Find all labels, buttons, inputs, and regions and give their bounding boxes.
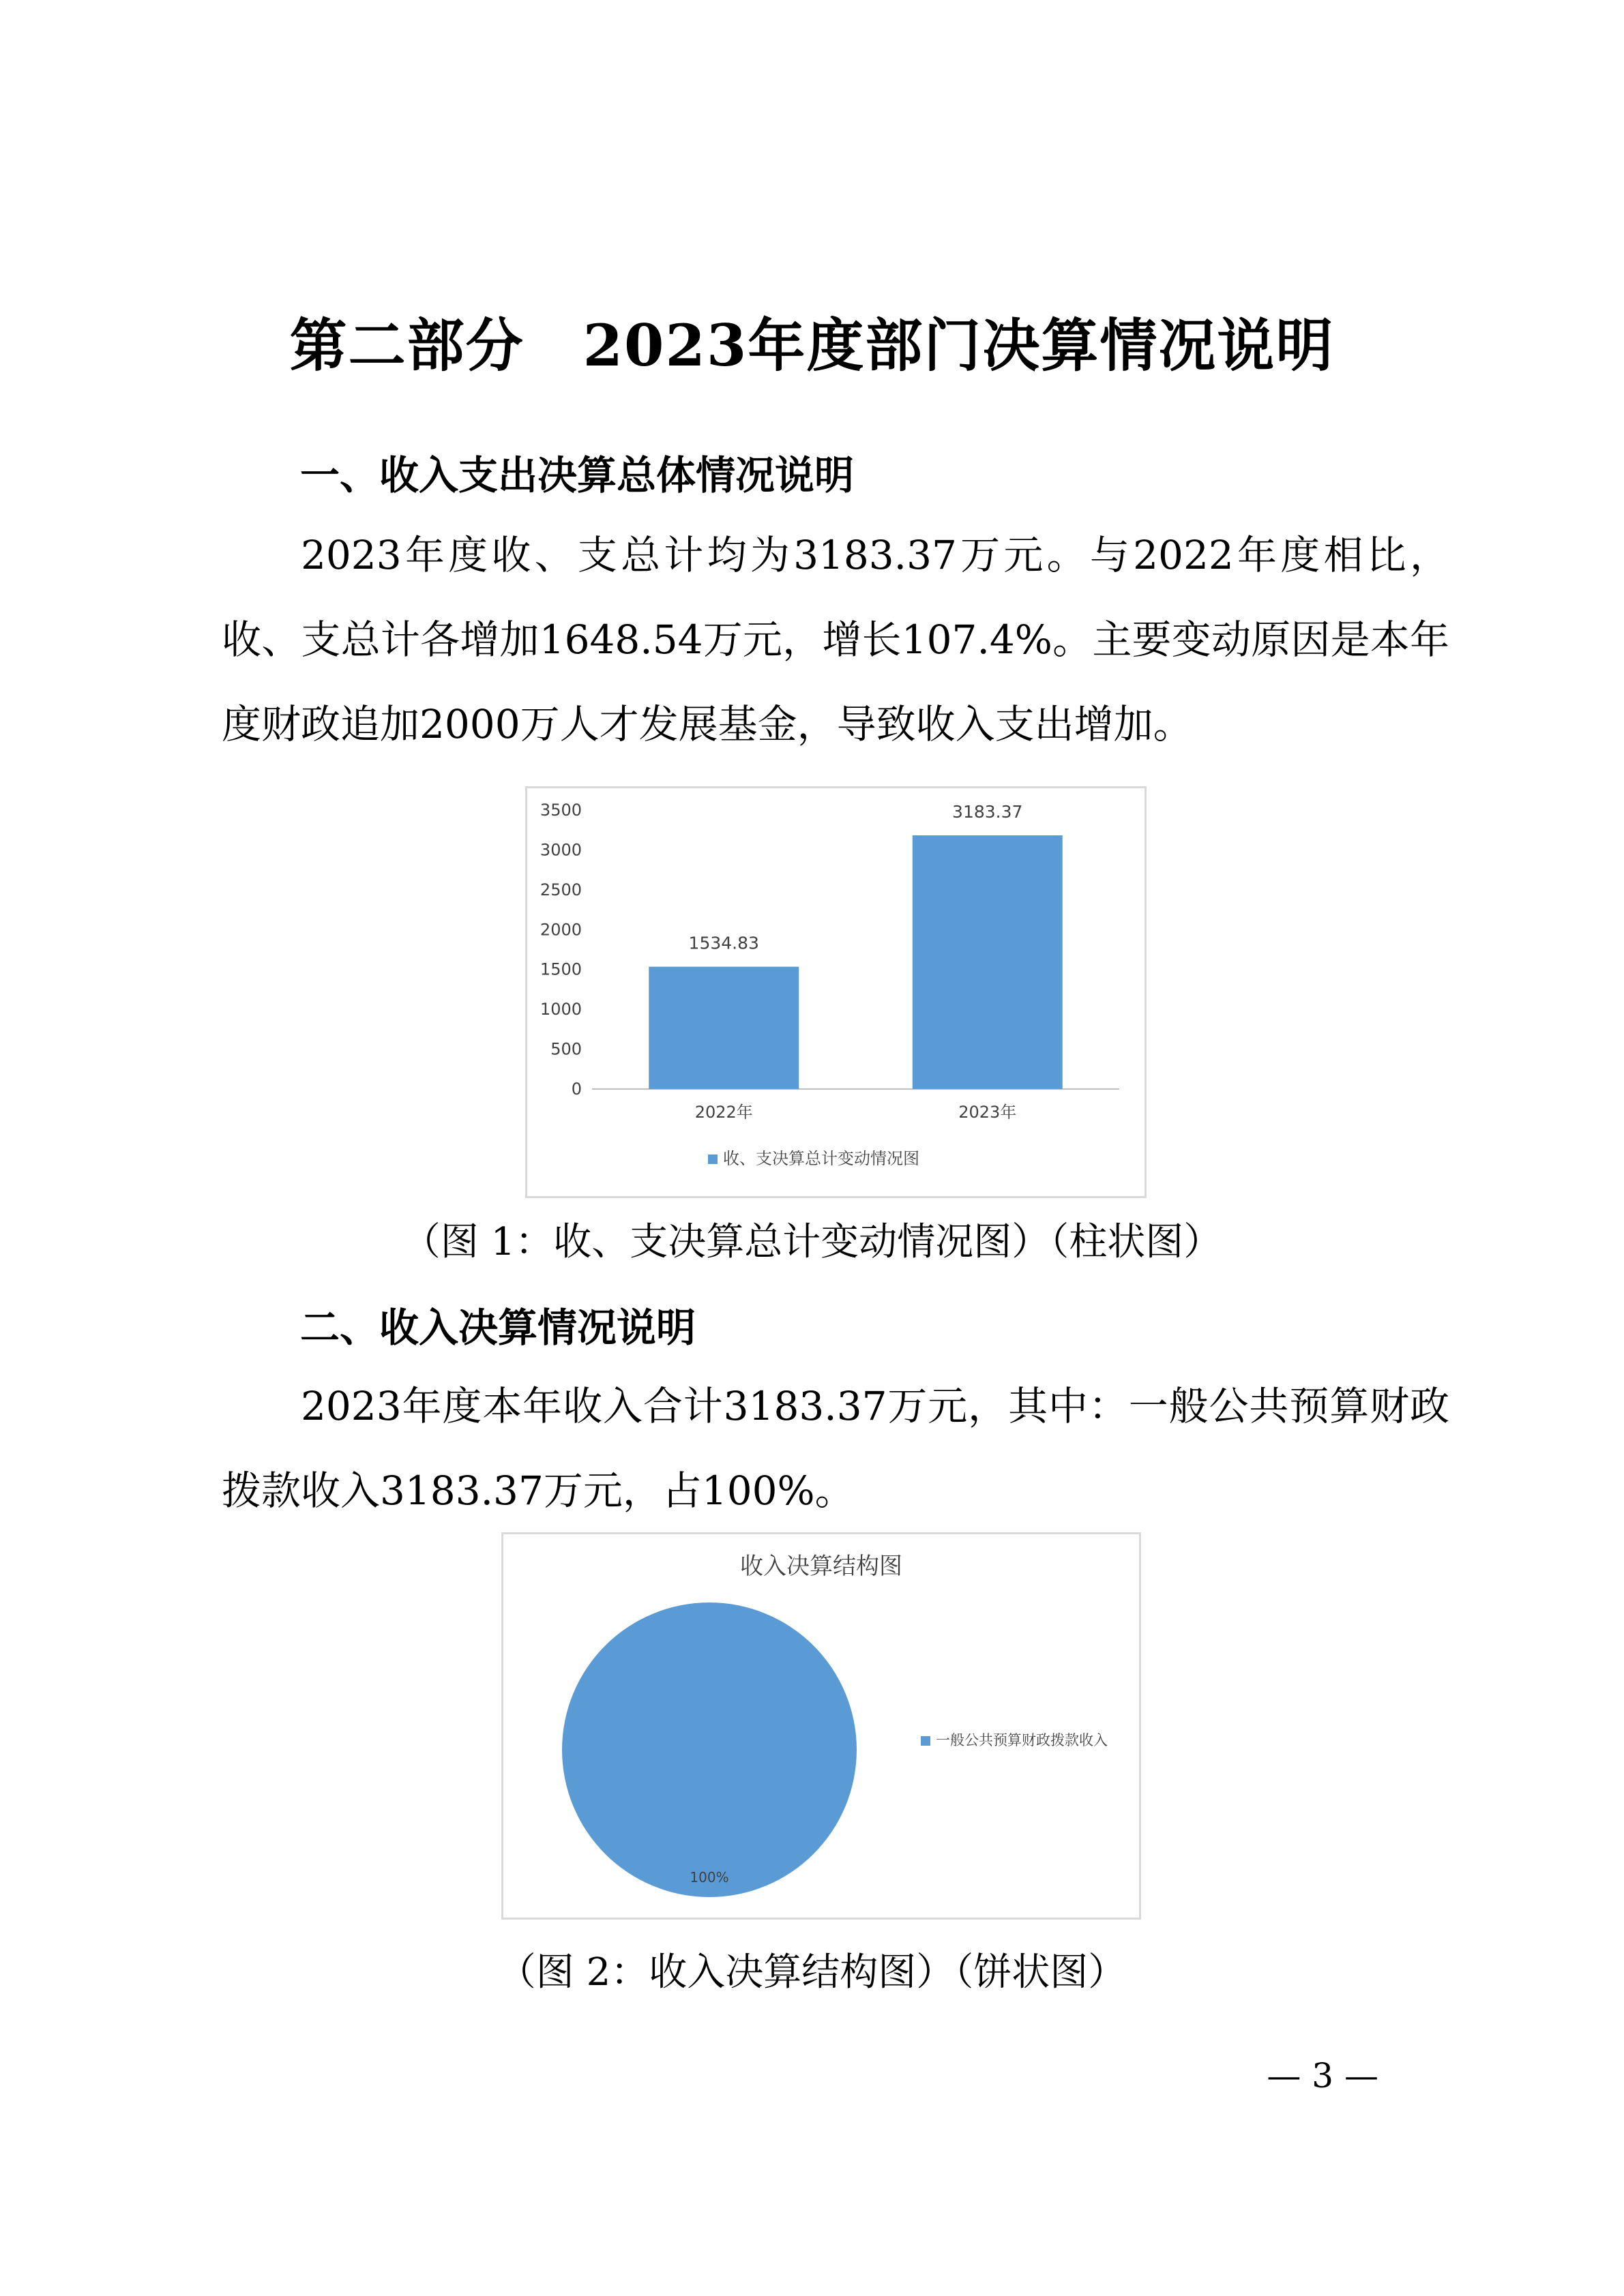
figure-caption-1: （图 1：收、支决算总计变动情况图）（柱状图） bbox=[402, 1220, 1222, 1264]
chart-title: 收入决算结构图 bbox=[740, 1553, 902, 1580]
slice-label: 100% bbox=[690, 1869, 729, 1885]
bar-chart-svg bbox=[527, 788, 1145, 1196]
section-paragraph-2: 2023年度本年收入合计3183.37万元，其中：一般公共预算财政拨款收入3183.37万元，占100%。 bbox=[222, 1383, 1449, 1514]
legend-swatch bbox=[708, 1154, 718, 1164]
legend-label: 收、支决算总计变动情况图 bbox=[723, 1149, 919, 1168]
pie-chart-svg bbox=[503, 1534, 1139, 1918]
pie-chart bbox=[501, 1532, 1141, 1920]
y-tick-label: 3000 bbox=[540, 840, 582, 860]
bar-value-label: 1534.83 bbox=[688, 933, 759, 953]
y-tick-label: 2000 bbox=[540, 920, 582, 940]
bar-chart bbox=[525, 786, 1147, 1198]
legend-swatch bbox=[921, 1736, 930, 1746]
bar bbox=[913, 835, 1063, 1089]
y-tick-label: 3500 bbox=[540, 801, 582, 820]
page-title: 第二部分 2023年度部门决算情况说明 bbox=[289, 312, 1335, 379]
y-tick-label: 1000 bbox=[540, 1000, 582, 1019]
x-tick-label: 2022年 bbox=[694, 1103, 753, 1122]
figure-caption-2: （图 2：收入决算结构图）（饼状图） bbox=[497, 1950, 1127, 1995]
legend-label: 一般公共预算财政拨款收入 bbox=[936, 1732, 1108, 1748]
x-tick-label: 2023年 bbox=[958, 1103, 1017, 1122]
y-tick-label: 500 bbox=[550, 1039, 582, 1059]
bar bbox=[649, 967, 799, 1089]
section-heading-1: 一、收入支出决算总体情况说明 bbox=[300, 452, 855, 498]
y-tick-label: 0 bbox=[571, 1079, 582, 1099]
y-tick-label: 1500 bbox=[540, 959, 582, 979]
page-number: — 3 — bbox=[1267, 2056, 1378, 2096]
bar-value-label: 3183.37 bbox=[952, 802, 1023, 822]
section-heading-2: 二、收入决算情况说明 bbox=[300, 1304, 696, 1351]
section-paragraph-1: 2023年度收、支总计均为3183.37万元。与2022年度相比，收、支总计各增加1648.54万元，增长107.4%。主要变动原因是本年度财政追加2000万人才发展基金，导致收入支出增加。 bbox=[222, 532, 1449, 747]
pie-slice bbox=[562, 1602, 857, 1897]
y-tick-label: 2500 bbox=[540, 880, 582, 899]
